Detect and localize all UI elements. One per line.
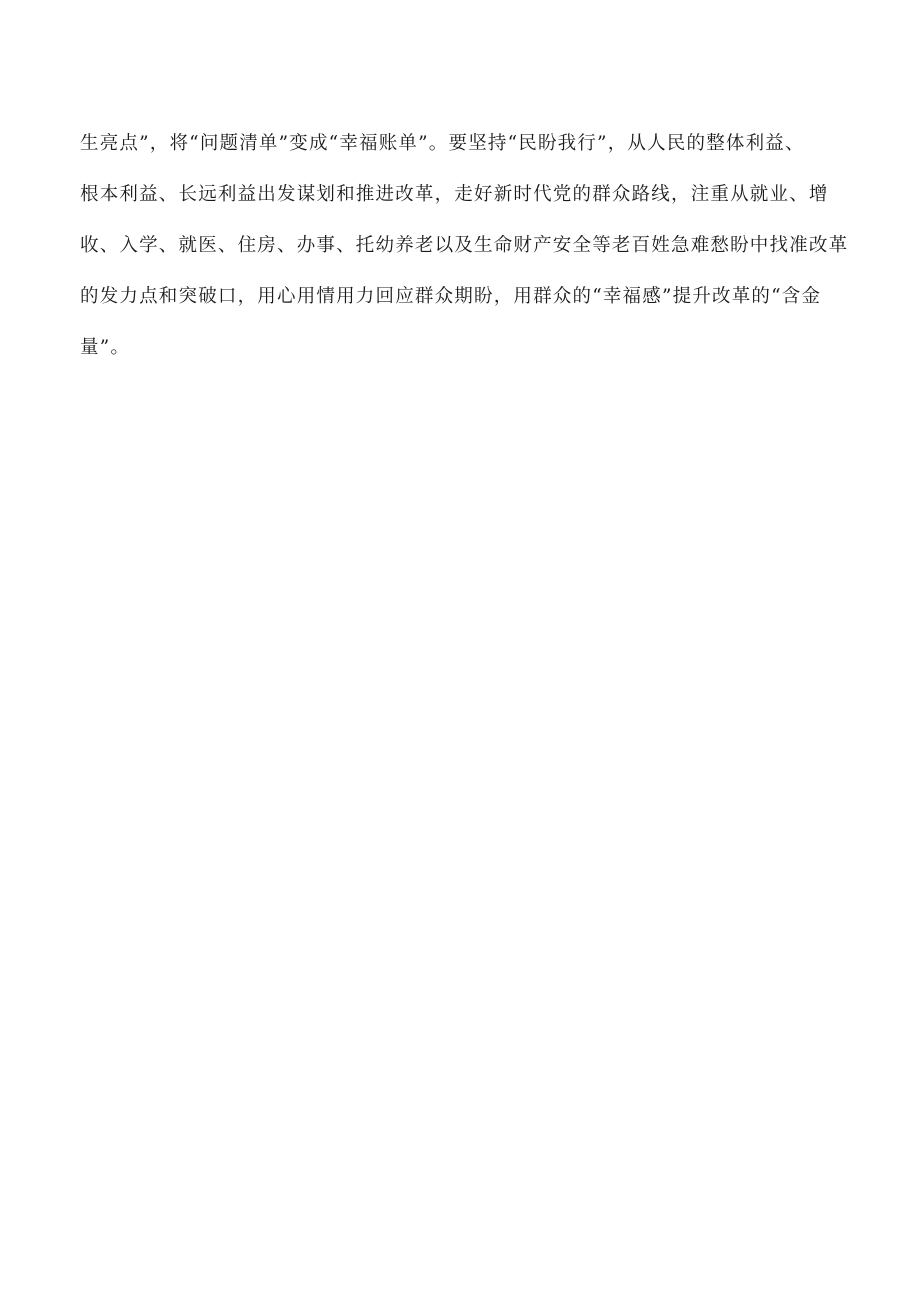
paragraph-line-4: 的发力点和突破口，用心用情用力回应群众期盼，用群众的“幸福感”提升改革的“含金 <box>80 286 822 307</box>
body-paragraph <box>80 127 870 382</box>
paragraph-line-2: 根本利益、长远利益出发谋划和推进改革，走好新时代党的群众路线，注重从就业、增 <box>80 184 829 205</box>
paragraph-line-5: 量”。 <box>80 337 131 358</box>
paragraph-line-1: 生亮点”，将“问题清单”变成“幸福账单”。要坚持“民盼我行”，从人民的整体利益、 <box>80 133 805 154</box>
paragraph-line-3: 收、入学、就医、住房、办事、托幼养老以及生命财产安全等老百姓急难愁盼中找准改革 <box>80 235 849 256</box>
